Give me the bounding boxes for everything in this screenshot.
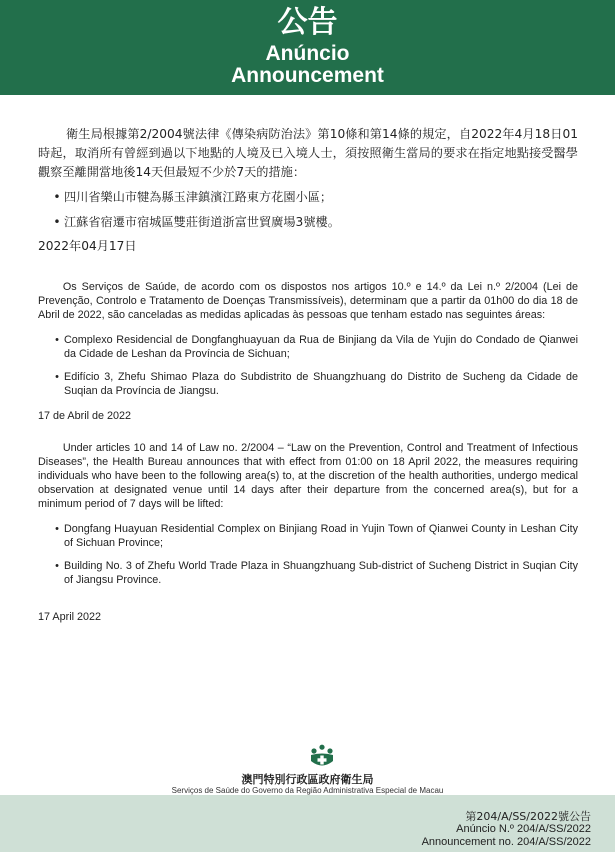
header-banner bbox=[0, 0, 615, 95]
pt-bullet-1: • Complexo Residencial de Dongfanghuayuan da Rua de Binjiang da Vila de Yujin do Condado de Qianwei da Cidade de Leshan da Província de Sichuan; bbox=[50, 333, 578, 361]
footer-band bbox=[0, 795, 615, 852]
en-bullet-2: • Building No. 3 of Zhefu World Trade Plaza in Shuangzhuang Sub-district of Sucheng District in Suqian City of Jiangsu Province. bbox=[50, 559, 578, 587]
org-name-pt: Serviços de Saúde do Governo da Região Administrativa Especial de Macau bbox=[171, 786, 444, 795]
pt-bullet-2: • Edifício 3, Zhefu Shimao Plaza do Subdistrito de Shuangzhuang do Distrito de Sucheng da Cidade de Suqian da Província de Jiangsu. bbox=[50, 370, 578, 398]
bullet-dot-icon: • bbox=[55, 522, 59, 535]
en-intro: Under articles 10 and 14 of Law no. 2/2004 – “Law on the Prevention, Control and Treatment of Infectious Diseases”, the Health Bureau announces that with effect from 01:00 on 18 April 2022, the measures requiring individuals who have been to the following area(s) to, at the discretion of the health authorities, undergo medical observation at designated venue until 14 days after their departure from the concerned area(s), but for a minimum period of 7 days will be lifted: bbox=[38, 441, 578, 511]
bullet-dot-icon: • bbox=[53, 190, 61, 204]
pt-intro: Os Serviços de Saúde, de acordo com os dispostos nos artigos 10.º e 14.º da Lei n.º 2/2004 (Lei de Prevenção, Controlo e Tratamento de Doenças Transmissíveis), determinam que a partir da 01h00 do dia 18 de Abril de 2022, são canceladas as medidas aplicadas às pessoas que tenham estado nas seguintes áreas: bbox=[38, 281, 578, 322]
bullet-dot-icon: • bbox=[55, 371, 59, 384]
health-bureau-logo-icon bbox=[309, 744, 335, 770]
title-zh: 公告 bbox=[277, 5, 338, 40]
title-en: Announcement bbox=[231, 64, 384, 87]
zh-bullet-1: • 四川省樂山市犍為縣玉津鎮濱江路東方花園小區； bbox=[50, 188, 578, 207]
zh-intro: 衛生局根據第2/2004號法律《傳染病防治法》第10條和第14條的規定，自2022年4月18日01時起，取消所有曾經到過以下地點的人境及已入境人士，須按照衛生當局的要求在指定地點接受醫學觀察至離開當地後14天但最短不少於7天的措施： bbox=[38, 127, 578, 179]
reference-zh: 第204/A/SS/2022號公告 bbox=[465, 810, 591, 823]
pt-date: 17 de Abril de 2022 bbox=[38, 410, 132, 423]
bullet-dot-icon: • bbox=[53, 215, 61, 229]
bullet-dot-icon: • bbox=[55, 560, 59, 573]
en-bullet-1: • Dongfang Huayuan Residential Complex on Binjiang Road in Yujin Town of Qianwei County in Leshan City of Sichuan Province; bbox=[50, 522, 578, 550]
bullet-dot-icon: • bbox=[55, 333, 59, 346]
org-name-zh: 澳門特別行政區政府衛生局 bbox=[241, 773, 374, 786]
zh-date: 2022年04月17日 bbox=[38, 239, 137, 253]
title-pt: Anúncio bbox=[265, 42, 350, 65]
en-date: 17 April 2022 bbox=[38, 611, 102, 624]
reference-en: Announcement no. 204/A/SS/2022 bbox=[421, 836, 591, 848]
zh-bullet-2: • 江蘇省宿遷市宿城區雙莊街道浙富世貿廣場3號樓。 bbox=[50, 213, 578, 232]
reference-pt: Anúncio N.º 204/A/SS/2022 bbox=[456, 823, 591, 835]
announcement-body bbox=[38, 125, 578, 625]
